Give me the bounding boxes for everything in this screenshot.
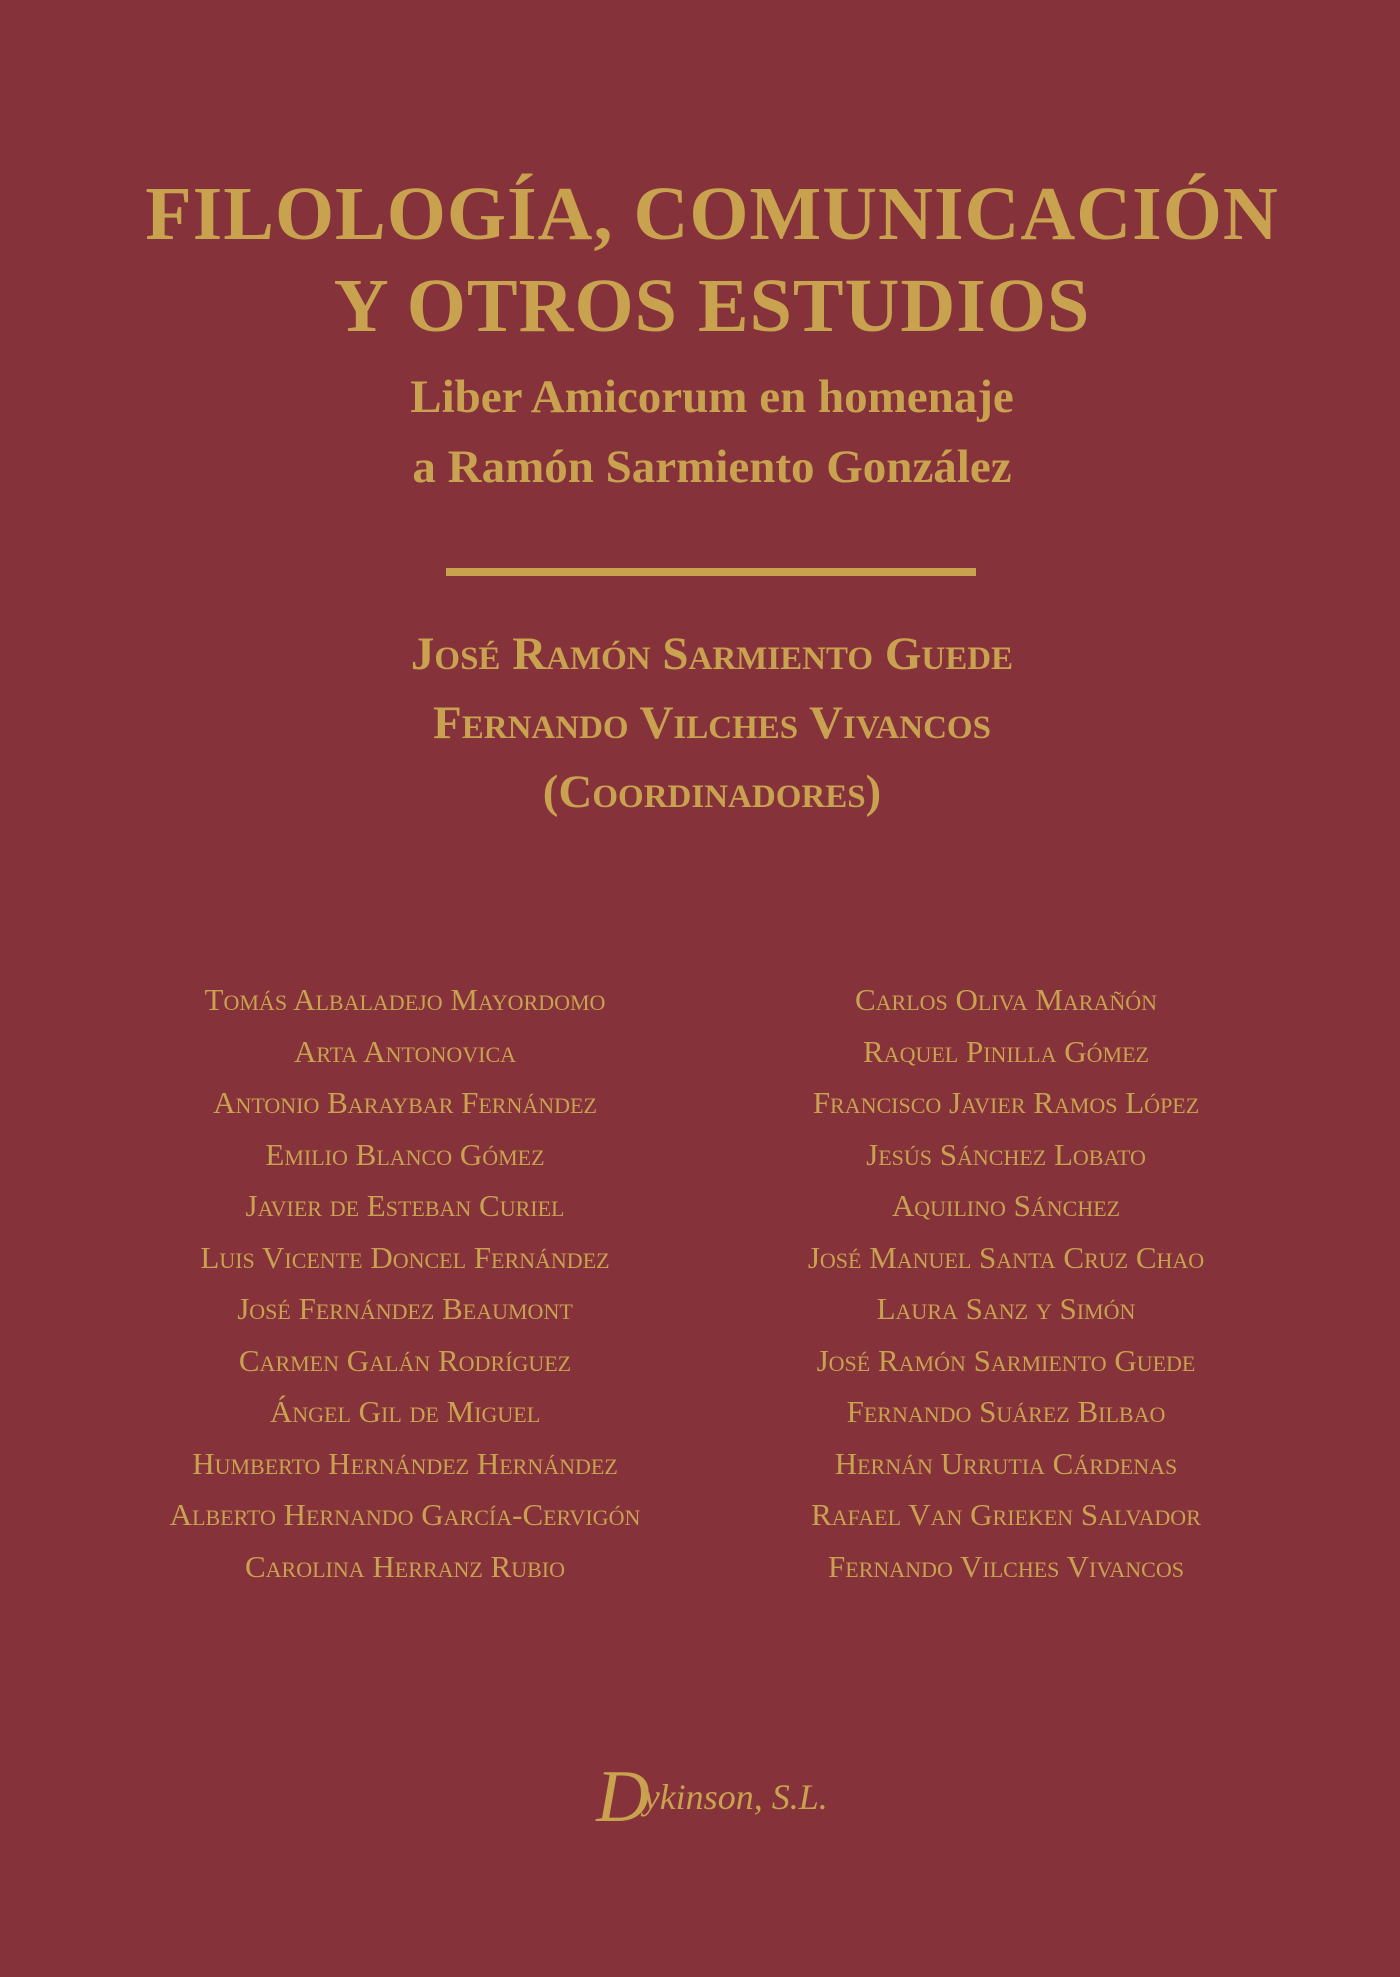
coordinator-name: José Ramón Sarmiento Guede — [410, 628, 1014, 680]
contributors-right-column — [706, 974, 1306, 1592]
coordinators-label: (Coordinadores) — [542, 766, 882, 818]
contributor-name: Jesús Sánchez Lobato — [866, 1136, 1146, 1172]
subtitle-line-1: Liber Amicorum en homenaje — [410, 371, 1014, 423]
contributor-name: Raquel Pinilla Gómez — [863, 1033, 1149, 1069]
contributor-name: Javier de Esteban Curiel — [245, 1188, 565, 1223]
contributors-left-column — [105, 974, 705, 1592]
coordinator-name: Fernando Vilches Vivancos — [433, 697, 991, 749]
subtitle-line-2: a Ramón Sarmiento González — [412, 441, 1012, 493]
contributor-name: Antonio Baraybar Fernández — [213, 1085, 597, 1120]
title-line-2: Y OTROS ESTUDIOS — [333, 264, 1091, 348]
contributor-name: Ángel Gil de Miguel — [269, 1394, 541, 1429]
contributor-name: José Ramón Sarmiento Guede — [816, 1342, 1196, 1378]
contributor-name: Humberto Hernández Hernández — [192, 1445, 618, 1481]
contributor-name: José Fernández Beaumont — [237, 1291, 573, 1326]
contributor-name: Emilio Blanco Gómez — [265, 1136, 545, 1172]
contributor-name: Laura Sanz y Simón — [876, 1291, 1136, 1326]
contributor-name: Arta Antonovica — [293, 1033, 517, 1069]
divider-rule — [446, 568, 976, 576]
contributor-name: Aquilino Sánchez — [891, 1188, 1121, 1223]
contributor-name: Hernán Urrutia Cárdenas — [834, 1445, 1178, 1481]
contributor-name: Fernando Vilches Vivancos — [828, 1548, 1184, 1584]
title-line-1: FILOLOGÍA, COMUNICACIÓN — [145, 172, 1279, 256]
contributor-name: Carlos Oliva Marañón — [854, 982, 1158, 1017]
book-subtitle — [0, 362, 1400, 502]
publisher-logo — [0, 1756, 1400, 1838]
publisher-logo-initial: D — [596, 1756, 644, 1838]
coordinators-block — [0, 620, 1400, 827]
contributor-name: Alberto Hernando García-Cervigón — [169, 1497, 641, 1532]
contributor-name: Francisco Javier Ramos López — [812, 1085, 1200, 1120]
book-title — [0, 168, 1400, 352]
contributor-name: José Manuel Santa Cruz Chao — [807, 1239, 1205, 1275]
contributor-name: Carolina Herranz Rubio — [244, 1548, 565, 1584]
contributor-name: Tomás Albaladejo Mayordomo — [204, 982, 606, 1017]
publisher-logo-text: ykinson, S.L. — [643, 1777, 828, 1817]
contributor-name: Rafael Van Grieken Salvador — [811, 1497, 1201, 1532]
contributor-name: Fernando Suárez Bilbao — [846, 1394, 1166, 1429]
contributor-name: Carmen Galán Rodríguez — [238, 1342, 572, 1378]
contributor-name: Luis Vicente Doncel Fernández — [200, 1239, 610, 1275]
